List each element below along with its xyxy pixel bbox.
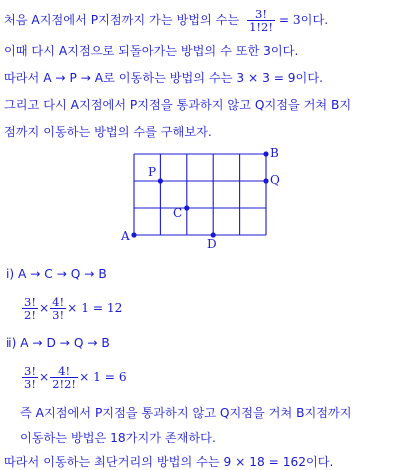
conclusion-line-1: 즉 A지점에서 P지점을 통과하지 않고 Q지점을 거쳐 B지점까지 bbox=[20, 406, 352, 420]
intro-line-2: 이때 다시 A지점으로 되돌아가는 방법의 수 또한 3이다. bbox=[4, 44, 299, 58]
point-c-label: C bbox=[173, 206, 183, 220]
case-1-result: × 1 = 12 bbox=[67, 301, 123, 315]
point-p-label: P bbox=[148, 165, 157, 179]
point-a-dot bbox=[131, 232, 136, 237]
case-2-fraction-1 bbox=[22, 365, 38, 390]
intro-line-1-text: 처음 A지점에서 P지점까지 가는 방법의 수는 bbox=[4, 13, 240, 27]
fraction-denominator: 3! bbox=[24, 377, 36, 391]
intro-line-1 bbox=[4, 6, 328, 34]
case-2-fraction-2 bbox=[50, 365, 78, 390]
fraction-numerator: 3! bbox=[24, 294, 36, 309]
fraction-numerator: 4! bbox=[52, 294, 65, 309]
point-b-dot bbox=[263, 151, 268, 156]
case-1-fraction-2 bbox=[50, 296, 66, 321]
intro-line-3: 따라서 A → P → A로 이동하는 방법의 수는 3 × 3 = 9이다. bbox=[4, 71, 323, 85]
intro-line-1-result: = 3이다. bbox=[278, 13, 329, 27]
point-p-dot bbox=[158, 178, 163, 183]
fraction-numerator: 4! bbox=[58, 363, 71, 378]
point-a-label: A bbox=[121, 229, 130, 243]
times-sign: × bbox=[38, 301, 50, 315]
point-q-dot bbox=[263, 178, 268, 183]
conclusion-line-2: 이동하는 방법은 18가지가 존재하다. bbox=[20, 431, 216, 445]
fraction-denominator: 2! bbox=[24, 308, 36, 322]
point-c-dot bbox=[184, 205, 189, 210]
times-sign: × bbox=[38, 370, 50, 384]
conclusion-line-3: 따라서 이동하는 최단거리의 방법의 수는 9 × 18 = 162이다. bbox=[4, 455, 334, 469]
fraction-denominator: 1!2! bbox=[249, 20, 273, 34]
point-b-label: B bbox=[270, 146, 279, 160]
fraction-numerator: 3! bbox=[255, 6, 267, 21]
case-1-fraction-1 bbox=[22, 296, 38, 321]
case-2-result: × 1 = 6 bbox=[79, 370, 127, 384]
fraction-denominator: 2!2! bbox=[52, 377, 77, 391]
grid-diagram bbox=[0, 145, 400, 255]
case-2-title: ⅱ) A → D → Q → B bbox=[6, 336, 110, 350]
fraction-numerator: 3! bbox=[24, 363, 36, 378]
intro-line-5: 점까지 이동하는 방법의 수를 구해보자. bbox=[4, 125, 212, 139]
intro-line-4: 그리고 다시 A지점에서 P지점을 통과하지 않고 Q지점을 거쳐 B지 bbox=[4, 98, 352, 112]
fraction-denominator: 3! bbox=[52, 308, 65, 322]
case-1-formula bbox=[22, 290, 123, 326]
point-d-label: D bbox=[207, 237, 217, 251]
case-2-formula bbox=[22, 359, 128, 395]
point-q-label: Q bbox=[270, 173, 280, 187]
case-1-title: ⅰ) A → C → Q → B bbox=[6, 267, 107, 281]
fraction-3-over-1-2 bbox=[247, 8, 275, 33]
